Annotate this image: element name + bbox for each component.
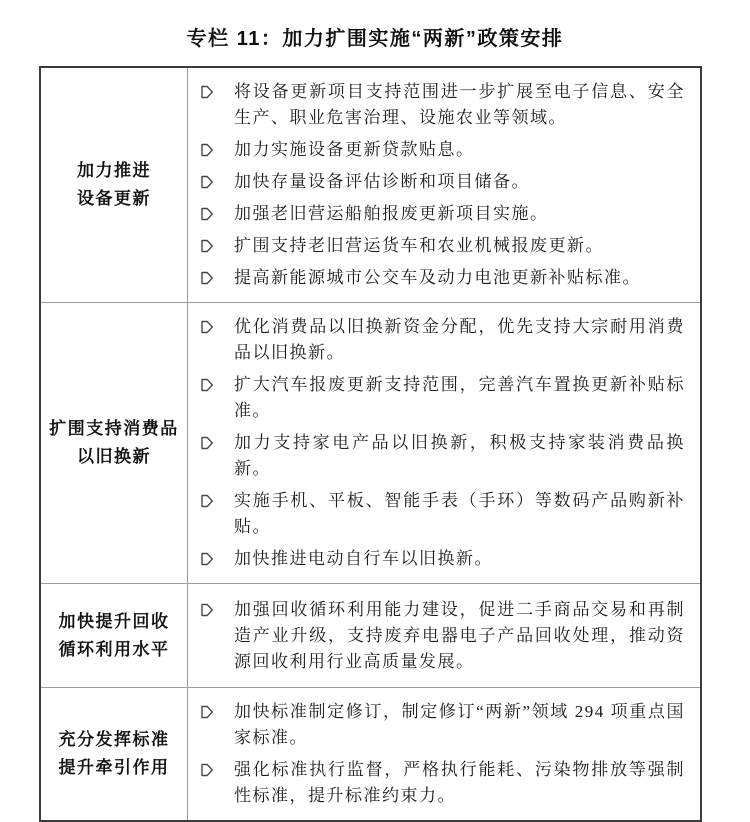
list-item [200,488,685,540]
hollow-right-arrow-icon [200,493,214,509]
row-content [188,68,700,302]
hollow-right-arrow-icon [200,270,214,286]
item-text: 加力实施设备更新贷款贴息。 [234,140,475,159]
hollow-right-arrow-icon [200,206,214,222]
row-label-line: 加力推进 [77,161,151,180]
hollow-right-arrow-icon [200,551,214,567]
hollow-right-arrow-icon [200,762,214,778]
row-label-line: 循环利用水平 [58,639,170,659]
table-row [41,302,700,583]
hollow-right-arrow-icon [200,377,214,393]
row-content [188,584,700,687]
item-text: 扩围支持老旧营运货车和农业机械报废更新。 [234,236,604,255]
item-text: 加快推进电动自行车以旧换新。 [234,549,493,568]
document-page [0,22,750,822]
hollow-right-arrow-icon [200,319,214,335]
list-item [200,372,685,424]
row-content [188,303,700,583]
item-text: 加快标准制定修订，制定修订“两新”领域 294 项重点国家标准。 [234,702,685,747]
hollow-right-arrow-icon [200,238,214,254]
list-item [200,137,685,163]
list-item [200,699,685,751]
table-row [41,687,700,820]
item-text: 强化标准执行监督，严格执行能耗、污染物排放等强制性标准，提升标准约束力。 [234,760,685,805]
row-label [41,688,188,820]
row-label-line: 提升牵引作用 [58,758,170,777]
list-item [200,79,685,131]
row-label [41,68,188,302]
hollow-right-arrow-icon [200,704,214,720]
list-item [200,233,685,259]
list-item [200,265,685,291]
row-label-line: 加快提升回收 [58,611,170,631]
list-item [200,314,685,366]
list-item [200,430,685,482]
row-label [41,303,188,583]
list-item [200,757,685,809]
item-text: 加力支持家电产品以旧换新，积极支持家装消费品换新。 [234,433,685,478]
row-label-line: 扩围支持消费品 [49,419,179,438]
hollow-right-arrow-icon [200,142,214,158]
item-text: 扩大汽车报废更新支持范围，完善汽车置换更新补贴标准。 [234,375,685,420]
hollow-right-arrow-icon [200,435,214,451]
item-text: 优化消费品以旧换新资金分配，优先支持大宗耐用消费品以旧换新。 [234,317,685,362]
page-title: 专栏 11：加力扩围实施“两新”政策安排 [186,28,564,50]
item-text: 实施手机、平板、智能手表（手环）等数码产品购新补贴。 [234,491,685,536]
row-content [188,688,700,820]
item-text: 加快存量设备评估诊断和项目储备。 [234,172,530,191]
policy-table [39,66,702,822]
table-row [41,583,700,687]
hollow-right-arrow-icon [200,174,214,190]
list-item [200,597,685,675]
list-item [200,201,685,227]
hollow-right-arrow-icon [200,84,214,100]
row-label-line: 充分发挥标准 [58,730,170,749]
item-text: 提高新能源城市公交车及动力电池更新补贴标准。 [234,268,641,287]
list-item [200,169,685,195]
list-item [200,546,685,572]
row-label-line: 以旧换新 [77,447,151,466]
table-row [41,68,700,302]
item-text: 将设备更新项目支持范围进一步扩展至电子信息、安全生产、职业危害治理、设施农业等领域。 [234,82,685,127]
row-label-line: 设备更新 [77,189,151,208]
item-text: 加强回收循环利用能力建设，促进二手商品交易和再制造产业升级，支持废弃电器电子产品回收处理，推动资源回收利用行业高质量发展。 [234,599,685,671]
row-label [41,584,188,687]
item-text: 加强老旧营运船舶报废更新项目实施。 [234,204,549,223]
hollow-right-arrow-icon [200,602,214,618]
